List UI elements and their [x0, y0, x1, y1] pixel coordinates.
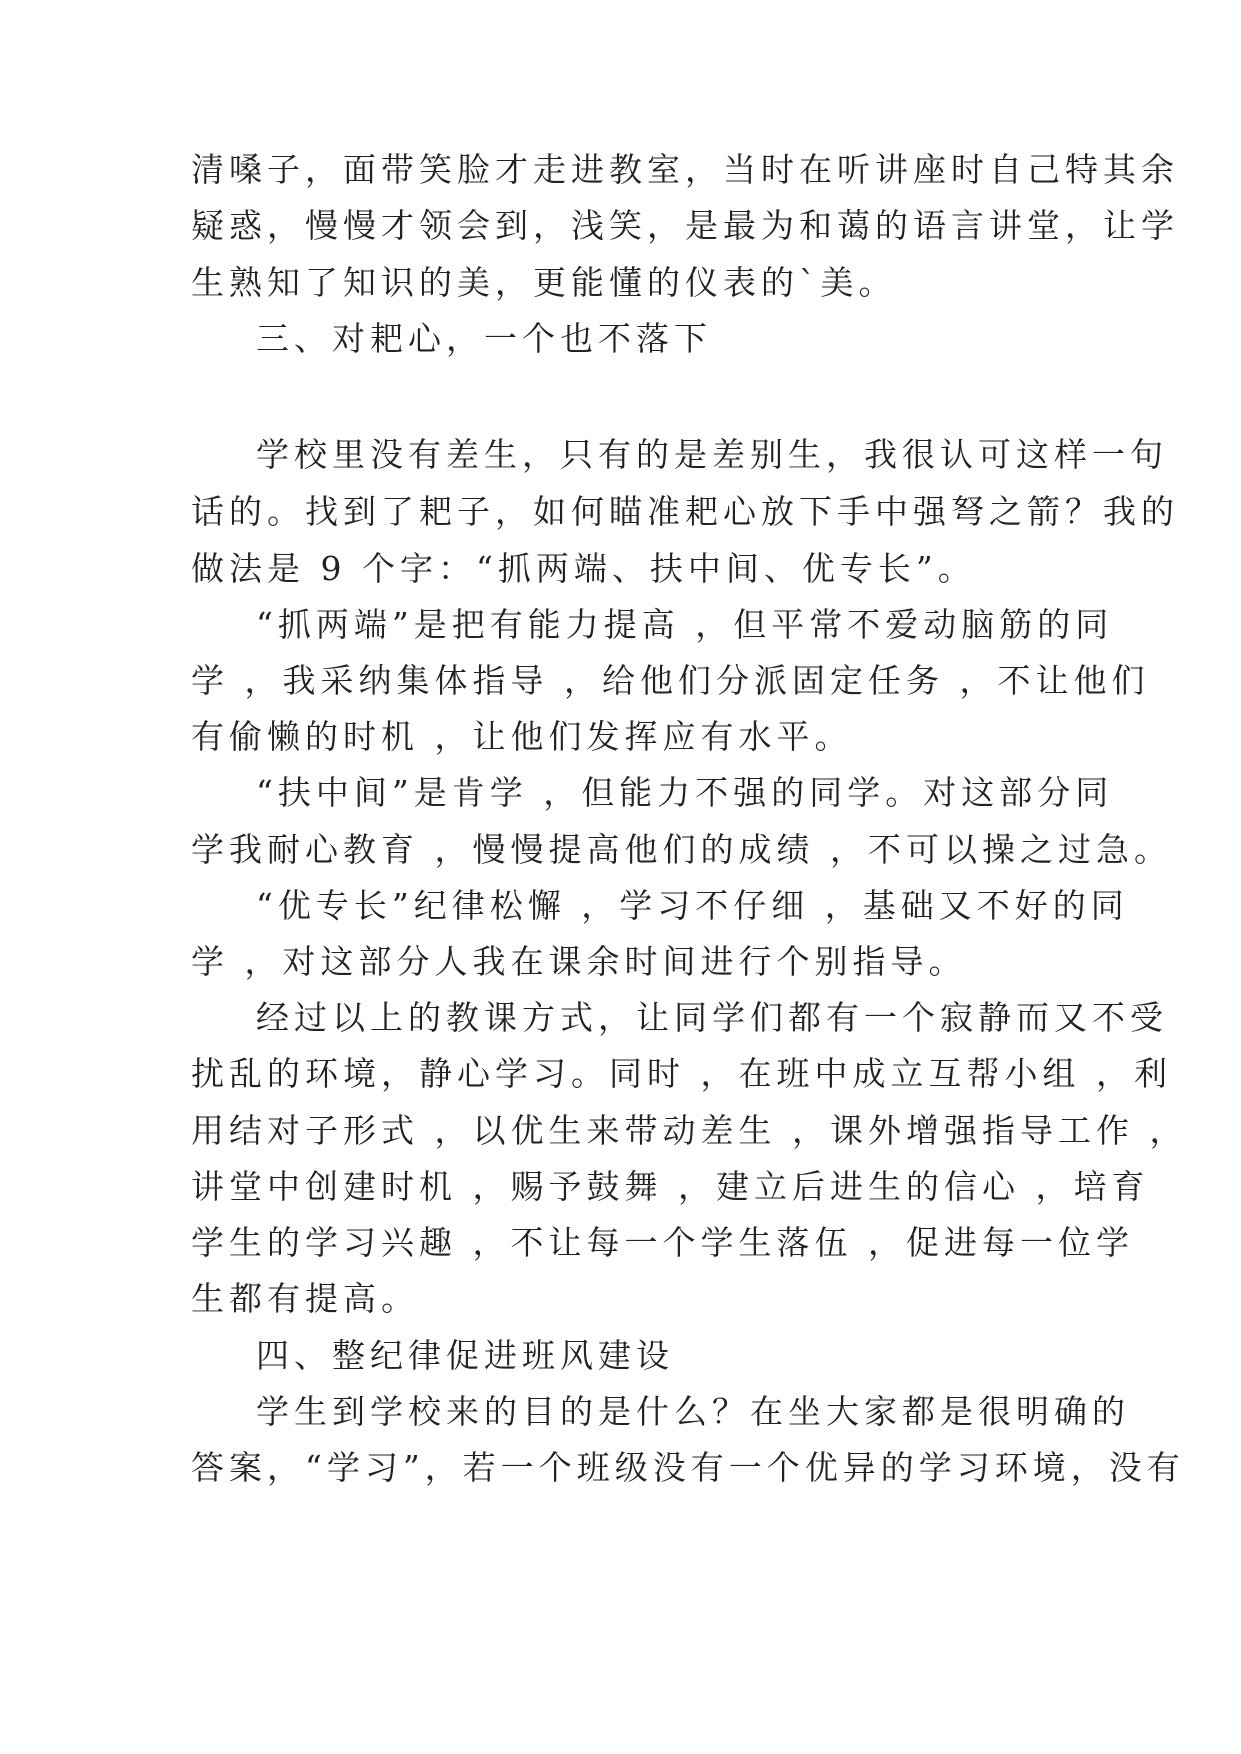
- paragraph-line: 学生到学校来的目的是什么？在坐大家都是很明确的: [256, 1392, 1130, 1431]
- paragraph-line: 学校里没有差生，只有的是差别生，我很认可这样一句: [256, 435, 1168, 474]
- paragraph-line: 生都有提高。: [191, 1279, 419, 1318]
- paragraph-line: “抓两端”是把有能力提高 ，但平常不爱动脑筋的同: [256, 605, 1114, 644]
- section-heading: 三、对耙心，一个也不落下: [256, 319, 712, 358]
- section-heading: 四、整纪律促进班风建设: [256, 1336, 674, 1375]
- paragraph-line: “优专长”纪律松懈 ，学习不仔细 ，基础又不好的同: [256, 886, 1129, 925]
- paragraph-line: 答案，“学习”，若一个班级没有一个优异的学习环境，没有: [191, 1448, 1185, 1487]
- paragraph-line: 疑惑，慢慢才领会到，浅笑，是最为和蔼的语言讲堂，让学: [191, 206, 1179, 245]
- paragraph-line: 做法是 9 个字：“抓两端、扶中间、优专长”。: [191, 549, 976, 588]
- paragraph-line: 学我耐心教育 ，慢慢提高他们的成绩 ，不可以操之过急。: [191, 830, 1172, 869]
- paragraph-line: 讲堂中创建时机 ，赐予鼓舞 ，建立后进生的信心 ，培育: [191, 1167, 1150, 1206]
- paragraph-line: 清嗓子，面带笑脸才走进教室，当时在听讲座时自己特其余: [191, 150, 1179, 189]
- paragraph-line: 生熟知了知识的美，更能懂的仪表的`美。: [191, 263, 897, 302]
- paragraph-line: “扶中间”是肯学 ，但能力不强的同学。对这部分同: [256, 773, 1114, 812]
- paragraph-line: 扰乱的环境，静心学习。同时 ，在班中成立互帮小组 ，利: [191, 1054, 1172, 1093]
- paragraph-line: 话的。找到了耙子，如何瞄准耙心放下手中强弩之箭？我的: [191, 492, 1179, 531]
- paragraph-line: 学 ，我采纳集体指导 ，给他们分派固定任务 ，不让他们: [191, 661, 1150, 700]
- paragraph-line: 学生的学习兴趣 ，不让每一个学生落伍 ，促进每一位学: [191, 1223, 1134, 1262]
- paragraph-line: 学 ，对这部分人我在课余时间进行个别指导。: [191, 942, 967, 981]
- paragraph-line: 用结对子形式 ，以优生来带动差生 ，课外增强指导工作 ，: [191, 1111, 1188, 1150]
- paragraph-line: 经过以上的教课方式，让同学们都有一个寂静而又不受: [256, 998, 1168, 1037]
- paragraph-line: 有偷懒的时机 ，让他们发挥应有水平。: [191, 717, 853, 756]
